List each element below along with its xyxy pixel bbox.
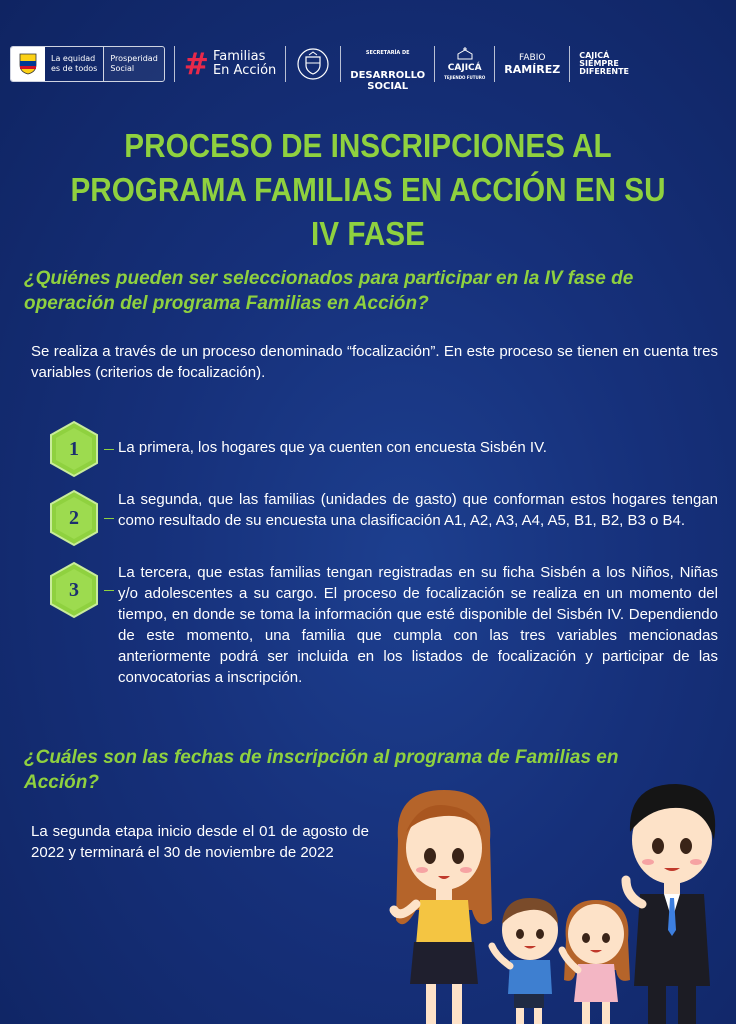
family-illustration <box>380 770 736 1024</box>
dates-paragraph: La segunda etapa inicio desde el 01 de agosto de 2022 y terminará el 30 de noviembre de 2022 <box>31 823 369 861</box>
page-title: PROCESO DE INSCRIPCIONES AL PROGRAMA FAMILIAS EN ACCIÓN EN SU IV FASE <box>70 127 666 252</box>
escudo-logo <box>295 40 331 88</box>
familias-en-accion-text: Familias En Acción <box>212 49 277 78</box>
number-badge-3: 3 <box>45 561 103 619</box>
fabio-first: FABIO <box>519 53 546 63</box>
logo-bar <box>10 40 726 92</box>
familias-en-accion-logo <box>184 40 277 88</box>
fabio-ramirez-logo <box>504 40 560 88</box>
question-heading-2: ¿Cuáles son las fechas de inscripción al programa de Familias en Acción? <box>24 747 619 793</box>
divider <box>285 46 286 82</box>
prosperidad-social-text: Prosperidad Social <box>103 47 163 81</box>
connector-line <box>104 590 114 591</box>
intro-paragraph: Se realiza a través de un proceso denominado “focalización”. En este proceso se tienen en cuenta tres variables (criterios de focalización). <box>31 343 718 381</box>
mother-figure <box>394 790 492 1024</box>
divider <box>434 46 435 82</box>
cajica-siempre-text: CAJICÁ SIEMPRE DIFERENTE <box>579 51 630 76</box>
cajica-tagline: TEJIENDO FUTURO <box>444 74 486 80</box>
criterion-3-text: La tercera, que estas familias tengan registradas en su ficha Sisbén a los Niños, Niñas y/o adolescentes a su cargo. El proceso de focalización se realiza en un momento del tiempo, en donde se toma la información que esté disponible del Sisbén IV. Dependiendo de este momento, una familia que cumpla con las tres variables mencionadas anteriormente podrá ser incluida en los listados de focalización y participar de las convocatorias a inscripción. <box>118 564 718 686</box>
cajica-siempre-diferente-logo <box>579 40 629 88</box>
girl-figure <box>562 900 630 1024</box>
boy-figure <box>492 898 558 1024</box>
cajica-logo <box>444 40 485 88</box>
divider <box>569 46 570 82</box>
divider <box>494 46 495 82</box>
question-heading-1: ¿Quiénes pueden ser seleccionados para participar en la IV fase de operación del programa Familias en Acción? <box>24 268 634 314</box>
criterion-1-text: La primera, los hogares que ya cuenten con encuesta Sisbén IV. <box>118 439 547 456</box>
connector-line <box>104 449 114 450</box>
equidad-text: La equidad es de todos <box>51 54 98 73</box>
desarrollo-social-label: DESARROLLO SOCIAL <box>350 69 426 92</box>
fabio-last: RAMÍREZ <box>504 63 561 76</box>
hashtag-icon: # <box>183 46 209 82</box>
number-badge-1: 1 <box>45 420 103 478</box>
secretaria-label: SECRETARÍA DE <box>365 49 410 56</box>
coat-of-arms-icon <box>295 46 331 82</box>
gobierno-colombia-logo <box>10 46 165 82</box>
connector-line <box>104 518 114 519</box>
criterion-2-text: La segunda, que las familias (unidades de gasto) que conforman estos hogares tengan como resultado de su encuesta una clasificación A1, A2, A3, A4, A5, B1, B2, B3 o B4. <box>118 491 718 529</box>
father-figure <box>626 784 715 1024</box>
colombia-shield-icon <box>11 47 45 81</box>
cajica-label: CAJICÁ <box>447 62 482 73</box>
secretaria-desarrollo-social-logo <box>350 40 426 92</box>
number-badge-2: 2 <box>45 489 103 547</box>
divider <box>340 46 341 82</box>
divider <box>174 46 175 82</box>
church-icon <box>454 46 476 60</box>
